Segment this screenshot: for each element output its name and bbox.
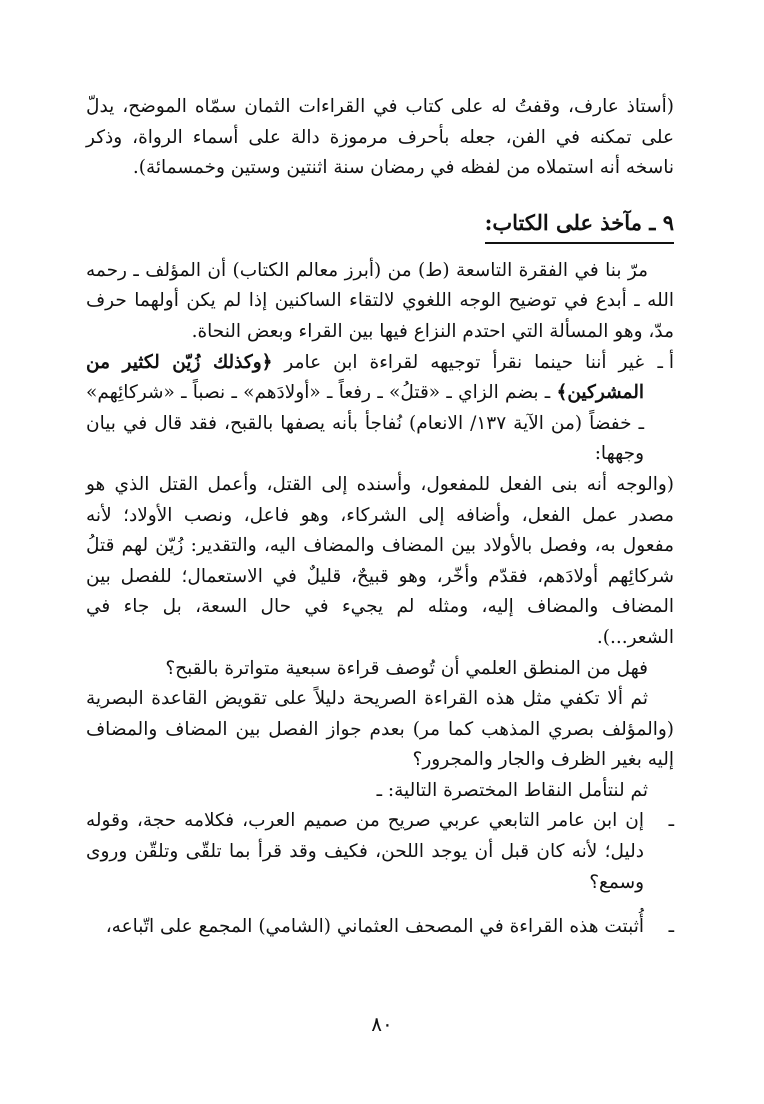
item-a-marker: أ ـ — [657, 351, 674, 373]
point-2 — [86, 912, 674, 943]
question-1: فهل من المنطق العلمي أن تُوصف قراءة سبعية متواترة بالقبح؟ — [165, 657, 648, 679]
quran-verse: ﴿وكذلك زُيّن لكثير من المشركين﴾ — [86, 351, 644, 404]
item-a-text-after: ـ بضم الزاي ـ «قتلُ» ـ رفعاً ـ «أولادَهم» ـ نصباً ـ «شركائِهم» ـ خفضاً (من الآية ١٣٧/ الانعام) نُفاجأ بأنه يصفها بالقبح، فقد قال في بيان وجهها: — [86, 382, 645, 465]
paragraph-1: مرّ بنا في الفقرة التاسعة (ط) من (أبرز معالم الكتاب) أن المؤلف ـ رحمه الله ـ أبدع في توضيح الوجه اللغوي لالتقاء الساكنين إذا لم يكن أولهما حرف مدّ، وهو المسألة التي احتدم النزاع فيها بين القراء وبعض النحاة. — [86, 259, 674, 342]
intro-paragraph: (أستاذ عارف، وقفتُ له على كتاب في القراءات الثمان سمّاه الموضح، يدلّ على تمكنه في الفن، جعله بأحرف مرموزة دالة على أسماء الرواة، وذكر ناسخه أنه استملاه من لفظه في رمضان سنة اثنتين وستين وخمسمائة). — [86, 96, 674, 179]
point-1-text: إن ابن عامر التابعي عربي صريح من صميم العرب، فكلامه حجة، وقوله دليل؛ لأنه كان قبل أن يوجد اللحن، فكيف وقد قرأ بما تلقّى وتلقّن وروى وسمع؟ — [86, 810, 644, 893]
point-1 — [86, 806, 674, 898]
text-column — [86, 92, 674, 943]
item-a — [86, 348, 674, 470]
section-heading — [86, 206, 674, 244]
item-a-text — [86, 348, 644, 470]
section-heading-text: ٩ ـ مآخذ على الكتاب: — [485, 206, 674, 244]
point-2-marker: ـ — [668, 916, 674, 938]
item-a-text-before: غير أننا حينما نقرأ توجيهه لقراءة ابن عامر — [272, 351, 644, 373]
page-number: ٨٠ — [371, 1012, 393, 1036]
points-intro: ثم لنتأمل النقاط المختصرة التالية: ـ — [376, 779, 648, 801]
quote-paragraph: (والوجه أنه بنى الفعل للمفعول، وأسنده إلى القتل، وأعمل القتل الذي هو مصدر عمل الفعل، وأضافه إلى الشركاء، وهو فاعل، ونصب الأولاد؛ لأنه مفعول به، وفصل بالأولاد بين المضاف والمضاف اليه، والتقدير: زُيّن لهم قتلُ شركائِهم أولادَهم، فقدّم وأخّر، وهو قبيحٌ، قليلٌ في الاستعمال؛ للفصل بين المضاف والمضاف إليه، ومثله لم يجيء في حال السعة، بل جاء في الشعر...). — [86, 473, 674, 648]
point-1-marker: ـ — [668, 810, 674, 832]
question-2: ثم ألا تكفي مثل هذه القراءة الصريحة دليلاً على تقويض القاعدة البصرية (والمؤلف بصري المذهب كما مر) بعدم جواز الفصل بين المضاف والمضاف إليه بغير الظرف والجار والمجرور؟ — [86, 688, 674, 771]
point-2-text: أُثبتت هذه القراءة في المصحف العثماني (الشامي) المجمع على اتّباعه، — [105, 916, 644, 938]
